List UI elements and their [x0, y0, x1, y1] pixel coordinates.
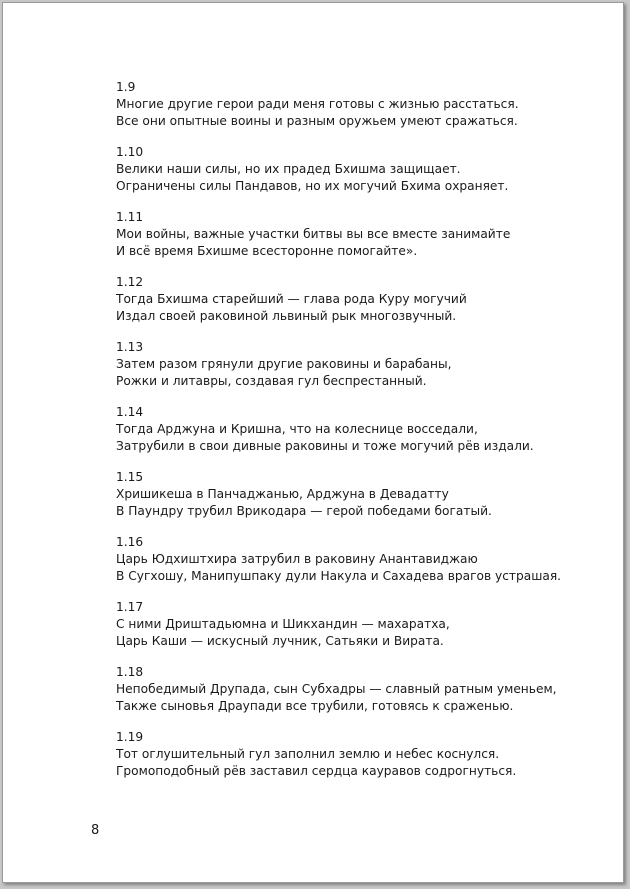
verse: [116, 79, 606, 130]
document-page: [2, 2, 624, 883]
verse-line: В Сугхошу, Манипушпаку дули Накула и Сахадева врагов устрашая.: [116, 569, 562, 583]
verse-line: И всё время Бхишме всесторонне помогайте».: [116, 244, 418, 258]
verse-number: 1.14: [116, 405, 144, 419]
verse-number: 1.12: [116, 275, 144, 289]
verse-line: Хришикеша в Панчаджанью, Арджуна в Девадатту: [116, 487, 449, 501]
verse-line: Тогда Арджуна и Кришна, что на колеснице восседали,: [116, 422, 478, 436]
verse: [116, 209, 606, 260]
verse-line: В Паундру трубил Врикодара — герой победами богатый.: [116, 504, 492, 518]
verse-line: Издал своей раковиной львиный рык многозвучный.: [116, 309, 457, 323]
verse-line: Также сыновья Драупади все трубили, готовясь к сраженью.: [116, 699, 514, 713]
verse-line: Затрубили в свои дивные раковины и тоже могучий рёв издали.: [116, 439, 534, 453]
verse-number: 1.13: [116, 340, 144, 354]
verse-line: Мои войны, важные участки битвы вы все вместе занимайте: [116, 227, 511, 241]
verse-list: [116, 79, 606, 794]
verse-number: 1.10: [116, 145, 144, 159]
verse-line: Все они опытные воины и разным оружьем умеют сражаться.: [116, 114, 518, 128]
verse-line: Царь Каши — искусный лучник, Сатьяки и Вирата.: [116, 634, 444, 648]
verse: [116, 339, 606, 390]
verse-number: 1.11: [116, 210, 144, 224]
verse-line: Рожки и литавры, создавая гул беспрестанный.: [116, 374, 427, 388]
verse: [116, 144, 606, 195]
verse-line: Велики наши силы, но их прадед Бхишма защищает.: [116, 162, 461, 176]
verse-line: Тот оглушительный гул заполнил землю и небес коснулся.: [116, 747, 500, 761]
verse: [116, 664, 606, 715]
verse-line: Ограничены силы Пандавов, но их могучий Бхима охраняет.: [116, 179, 509, 193]
verse: [116, 469, 606, 520]
verse-line: С ними Дриштадьюмна и Шикхандин — махаратха,: [116, 617, 450, 631]
verse-number: 1.17: [116, 600, 144, 614]
verse-number: 1.16: [116, 535, 144, 549]
verse-number: 1.18: [116, 665, 144, 679]
verse-line: Многие другие герои ради меня готовы с жизнью расстаться.: [116, 97, 519, 111]
verse-number: 1.19: [116, 730, 144, 744]
verse-line: Громоподобный рёв заставил сердца кауравов содрогнуться.: [116, 764, 517, 778]
verse: [116, 534, 606, 585]
verse-line: Затем разом грянули другие раковины и барабаны,: [116, 357, 452, 371]
verse: [116, 274, 606, 325]
verse: [116, 599, 606, 650]
verse-number: 1.15: [116, 470, 144, 484]
page-number: 8: [91, 823, 100, 838]
verse-line: Тогда Бхишма старейший — глава рода Куру могучий: [116, 292, 467, 306]
verse-line: Царь Юдхиштхира затрубил в раковину Анантавиджаю: [116, 552, 478, 566]
verse-line: Непобедимый Друпада, сын Субхадры — славный ратным уменьем,: [116, 682, 557, 696]
verse-number: 1.9: [116, 80, 136, 94]
verse: [116, 404, 606, 455]
verse: [116, 729, 606, 780]
